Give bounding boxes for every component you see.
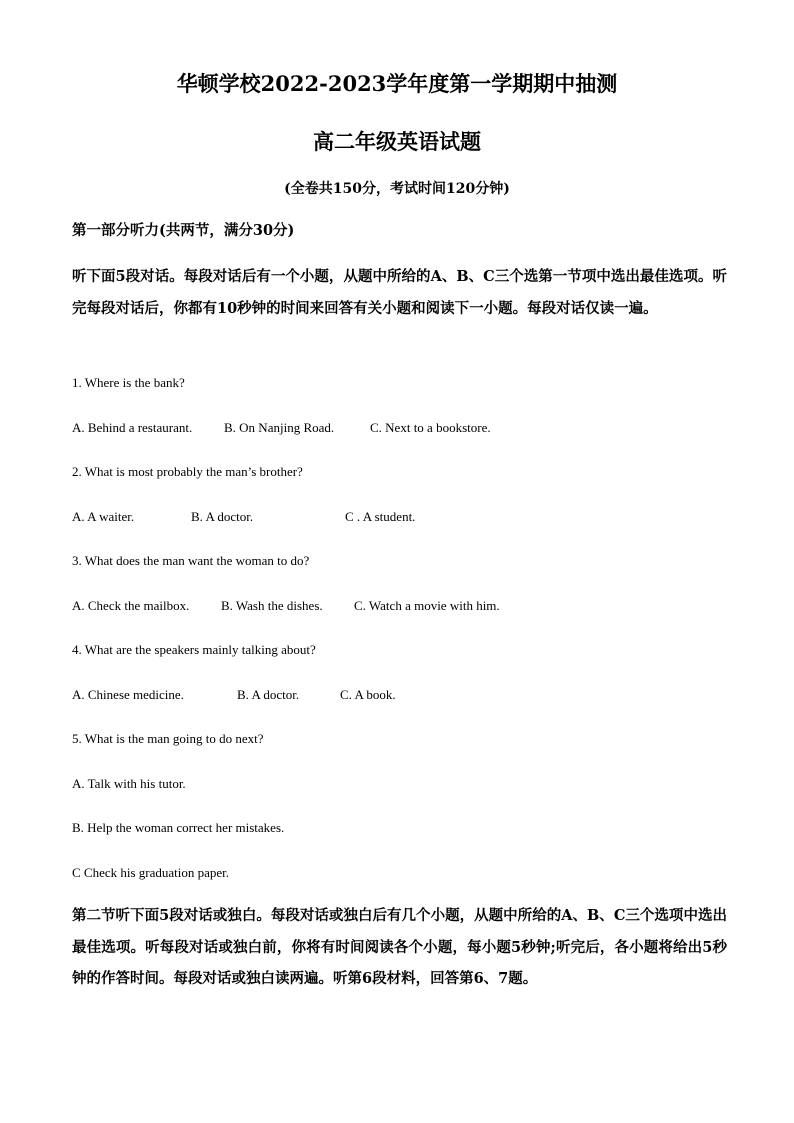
- question-5-option-a[interactable]: A. Talk with his tutor.: [72, 776, 186, 791]
- question-3-option-c[interactable]: C. Watch a movie with him.: [354, 598, 500, 613]
- question-1-option-a[interactable]: A. Behind a restaurant.: [72, 420, 193, 435]
- question-3-option-a[interactable]: A. Check the mailbox.: [72, 598, 190, 613]
- question-1-stem: 1. Where is the bank?: [72, 375, 185, 390]
- question-2-option-b[interactable]: B. A doctor.: [191, 509, 254, 524]
- exam-note: (全卷共150分，考试时间120分钟): [284, 181, 510, 197]
- question-4-stem: 4. What are the speakers mainly talking about?: [72, 642, 316, 657]
- question-2-option-c[interactable]: C . A student.: [345, 509, 416, 524]
- question-5-stem: 5. What is the man going to do next?: [72, 731, 264, 746]
- question-4-option-c[interactable]: C. A book.: [340, 687, 396, 702]
- question-2-option-a[interactable]: A. A waiter.: [72, 509, 135, 524]
- question-5-option-c[interactable]: C Check his graduation paper.: [72, 865, 230, 880]
- question-5-option-b[interactable]: B. Help the woman correct her mistakes.: [72, 820, 285, 835]
- question-3-option-b[interactable]: B. Wash the dishes.: [221, 598, 323, 613]
- exam-subtitle: 高二年级英语试题: [313, 129, 481, 154]
- question-1-option-b[interactable]: B. On Nanjing Road.: [224, 420, 335, 435]
- part2-instruction: 第二节听下面5段对话或独白。每段对话或独白后有几个小题，从题中所给的A、B、C三个选项中选出最佳选项。听每段对话或独白前，你将有时间阅读各个小题，每小题5秒钟;听完后，各小题将给出5秒钟的作答时间。每段对话或独白读两遍。听第6段材料，回答第6、7题。: [72, 907, 727, 987]
- part1-instruction: 听下面5段对话。每段对话后有一个小题，从题中所给的A、B、C三个选第一节项中选出最佳选项。听完每段对话后，你都有10秒钟的时间来回答有关小题和阅读下一小题。每段对话仅读一遍。: [72, 268, 727, 317]
- question-2-stem: 2. What is most probably the man’s brother?: [72, 464, 303, 479]
- part1-heading: 第一部分听力(共两节，满分30分): [72, 222, 295, 239]
- question-4-option-a[interactable]: A. Chinese medicine.: [72, 687, 184, 702]
- exam-title: 华顿学校2022-2023学年度第一学期期中抽测: [176, 71, 618, 96]
- question-3-stem: 3. What does the man want the woman to do?: [72, 553, 310, 568]
- question-1-option-c[interactable]: C. Next to a bookstore.: [370, 420, 491, 435]
- question-4-option-b[interactable]: B. A doctor.: [237, 687, 300, 702]
